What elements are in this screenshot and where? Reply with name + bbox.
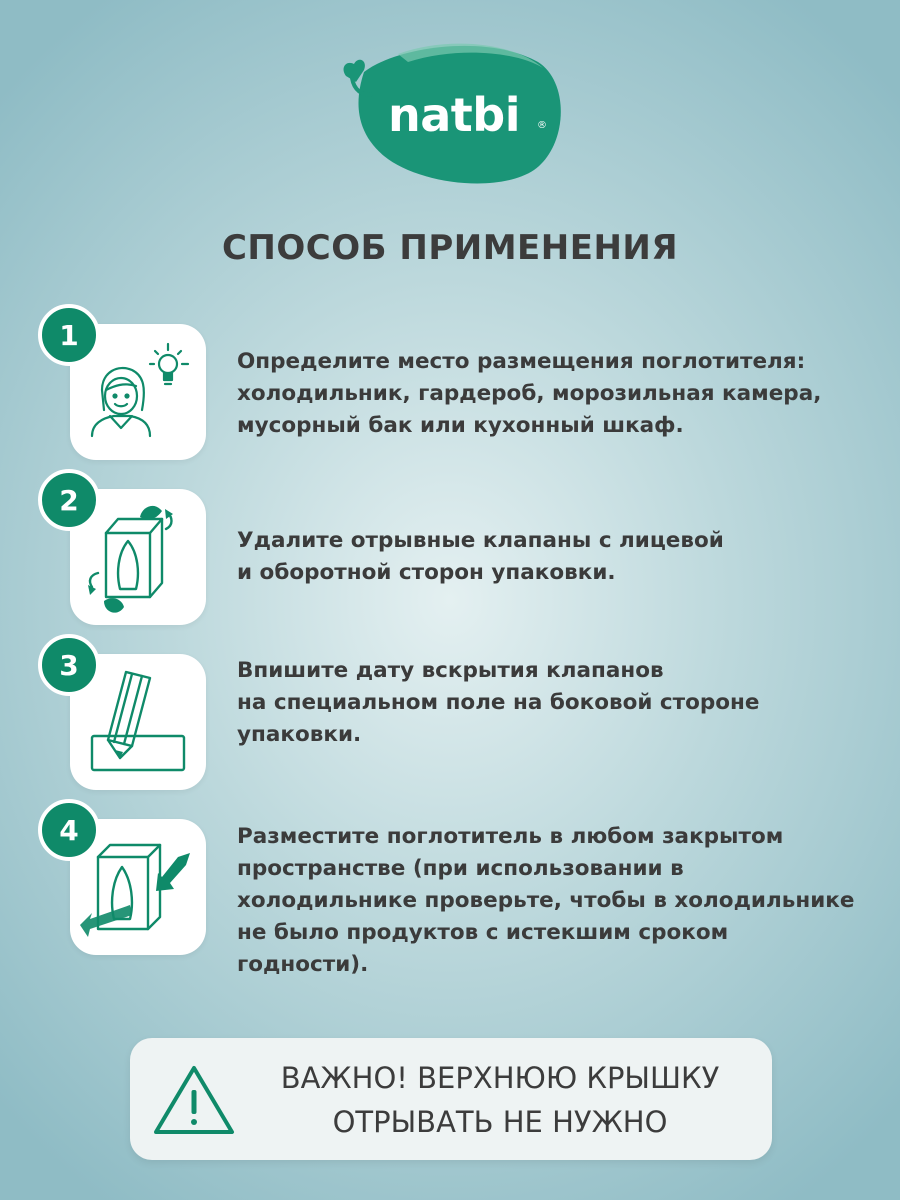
step-1	[0, 304, 900, 444]
step-4-line-3: холодильнике проверьте, чтобы в холодильнике	[237, 888, 855, 913]
logo-registered-mark: ®	[537, 120, 547, 131]
step-3-line-2: на специальном поле на боковой стороне	[237, 690, 760, 715]
step-3-line-3: упаковки.	[237, 722, 362, 747]
warning-line-1: ВАЖНО! ВЕРХНЮЮ КРЫШКУ	[280, 1061, 720, 1095]
step-1-line-1: Определите место размещения поглотителя:	[237, 349, 806, 374]
step-1-number-badge: 1	[38, 304, 100, 366]
warning-text	[250, 1056, 750, 1144]
logo-wordmark: natbi	[388, 88, 520, 142]
natbi-logo	[338, 38, 563, 184]
step-4-line-4: не было продуктов с истекшим сроком годности).	[237, 920, 729, 977]
step-4	[0, 799, 900, 977]
step-1-line-2: холодильник, гардероб, морозильная камера,	[237, 381, 822, 406]
warning-box	[130, 1038, 772, 1160]
warning-line-2: ОТРЫВАТЬ НЕ НУЖНО	[332, 1105, 668, 1139]
step-3-number-badge: 3	[38, 634, 100, 696]
step-2	[0, 469, 900, 609]
step-4-line-2: пространстве (при использовании в	[237, 856, 684, 881]
step-1-text	[237, 346, 857, 442]
step-4-text	[237, 821, 857, 981]
step-2-line-1: Удалите отрывные клапаны с лицевой	[237, 528, 724, 553]
step-4-number-badge: 4	[38, 799, 100, 861]
step-1-line-3: мусорный бак или кухонный шкаф.	[237, 413, 684, 438]
step-2-text	[237, 525, 857, 589]
step-3	[0, 634, 900, 774]
step-2-line-2: и оборотной сторон упаковки.	[237, 560, 616, 585]
step-3-line-1: Впишите дату вскрытия клапанов	[237, 658, 664, 683]
step-2-number-badge: 2	[38, 469, 100, 531]
step-4-line-1: Разместите поглотитель в любом закрытом	[237, 824, 784, 849]
page-title: СПОСОБ ПРИМЕНЕНИЯ	[221, 228, 679, 268]
warning-triangle-icon	[152, 1062, 236, 1138]
step-3-text	[237, 655, 857, 751]
